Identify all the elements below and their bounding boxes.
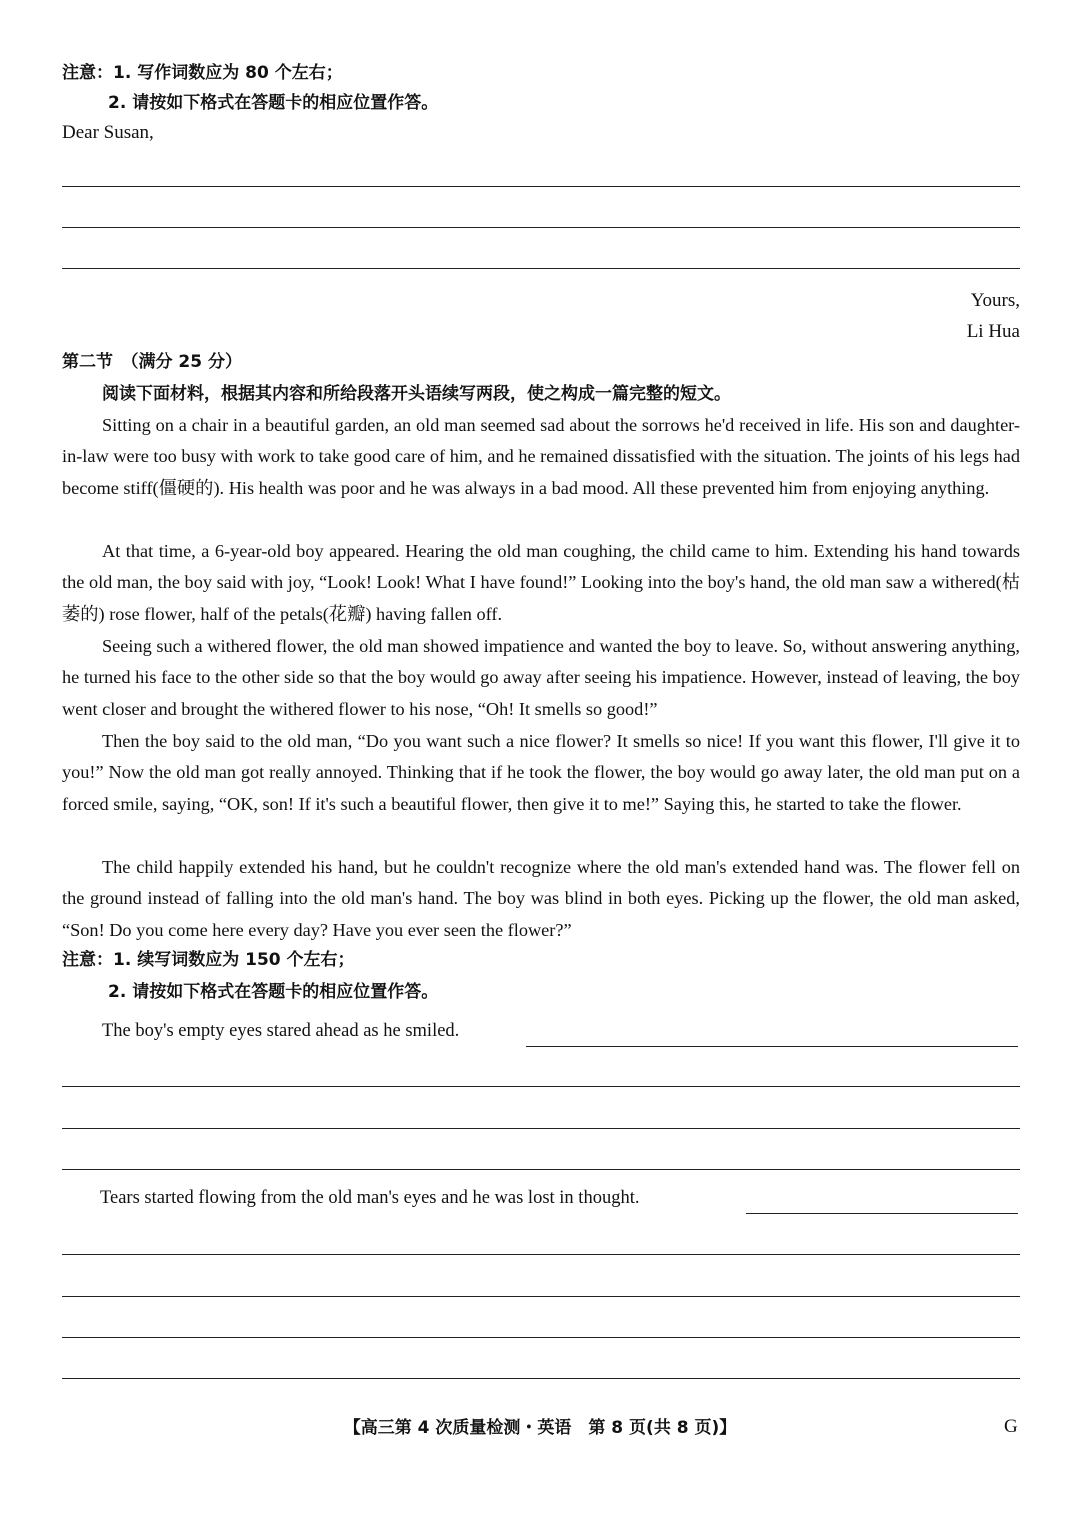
answer-line [746,1213,1018,1214]
passage-paragraph-5: The child happily extended his hand, but he couldn't recognize where the old man's extended hand was. The flower fell on the ground instead of falling into the old man's hand. The boy was blind in both eyes. Picking up the flower, the old man asked, “Son! Do you come here every day? Have you ever seen the flower?” [62,857,1020,940]
letter-signature: Li Hua [966,321,1020,342]
continuation-prompt-2: Tears started flowing from the old man's eyes and he was lost in thought. [100,1188,640,1208]
letter-closing: Yours, [970,290,1020,311]
passage-paragraph-3: Seeing such a withered flower, the old man showed impatience and wanted the boy to leave. So, without answering anything, he turned his face to the other side so that the boy would go away after seeing his impatience. However, instead of leaving, the boy went closer and brought the withered flower to his nose, “Oh! It smells so good!” [62,636,1020,719]
answer-line [62,1086,1020,1087]
writing-note-1: 注意：1. 写作词数应为 80 个左右； [62,63,343,83]
passage-paragraph-4: Then the boy said to the old man, “Do you want such a nice flower? It smells so nice! If you want this flower, I'll give it to you!” Now the old man got really annoyed. Thinking that if he took the flower, the boy would go away later, the old man put on a forced smile, saying, “OK, son! If it's such a beautiful flower, then give it to me!” Saying this, he started to take the flower. [62,731,1020,814]
continuation-note-2: 2. 请按如下格式在答题卡的相应位置作答。 [108,982,439,1002]
letter-salutation: Dear Susan, [62,122,154,143]
answer-line [62,1169,1020,1170]
page-footer: 【高三第 4 次质量检测・英语 第 8 页(共 8 页)】 [343,1418,737,1438]
section-instruction: 阅读下面材料，根据其内容和所给段落开头语续写两段，使之构成一篇完整的短文。 [102,384,731,404]
continuation-prompt-1: The boy's empty eyes stared ahead as he smiled. [102,1021,460,1041]
answer-line [62,186,1020,187]
section-heading: 第二节 （满分 25 分） [62,352,242,372]
writing-note-2: 2. 请按如下格式在答题卡的相应位置作答。 [108,93,439,113]
paper-version-mark: G [1004,1416,1018,1437]
answer-line [62,1254,1020,1255]
answer-line [62,1128,1020,1129]
answer-line [62,1378,1020,1379]
continuation-note-1: 注意：1. 续写词数应为 150 个左右； [62,950,355,970]
answer-line [526,1046,1018,1047]
answer-line [62,1296,1020,1297]
answer-line [62,1337,1020,1338]
passage-paragraph-2: At that time, a 6-year-old boy appeared. Hearing the old man coughing, the child came to him. Extending his hand towards the old man, the boy said with joy, “Look! Look! What I have found!” Looking into the boy's hand, the old man saw a withered(枯萎的) rose flower, half of the petals(花瓣) having fallen off. [62,541,1020,624]
answer-line [62,227,1020,228]
passage-paragraph-1: Sitting on a chair in a beautiful garden, an old man seemed sad about the sorrows he'd received in life. His son and daughter-in-law were too busy with work to take good care of him, and he remained dissatisfied with the situation. The joints of his legs had become stiff(僵硬的). His health was poor and he was always in a bad mood. All these prevented him from enjoying anything. [62,415,1020,498]
answer-line [62,268,1020,269]
